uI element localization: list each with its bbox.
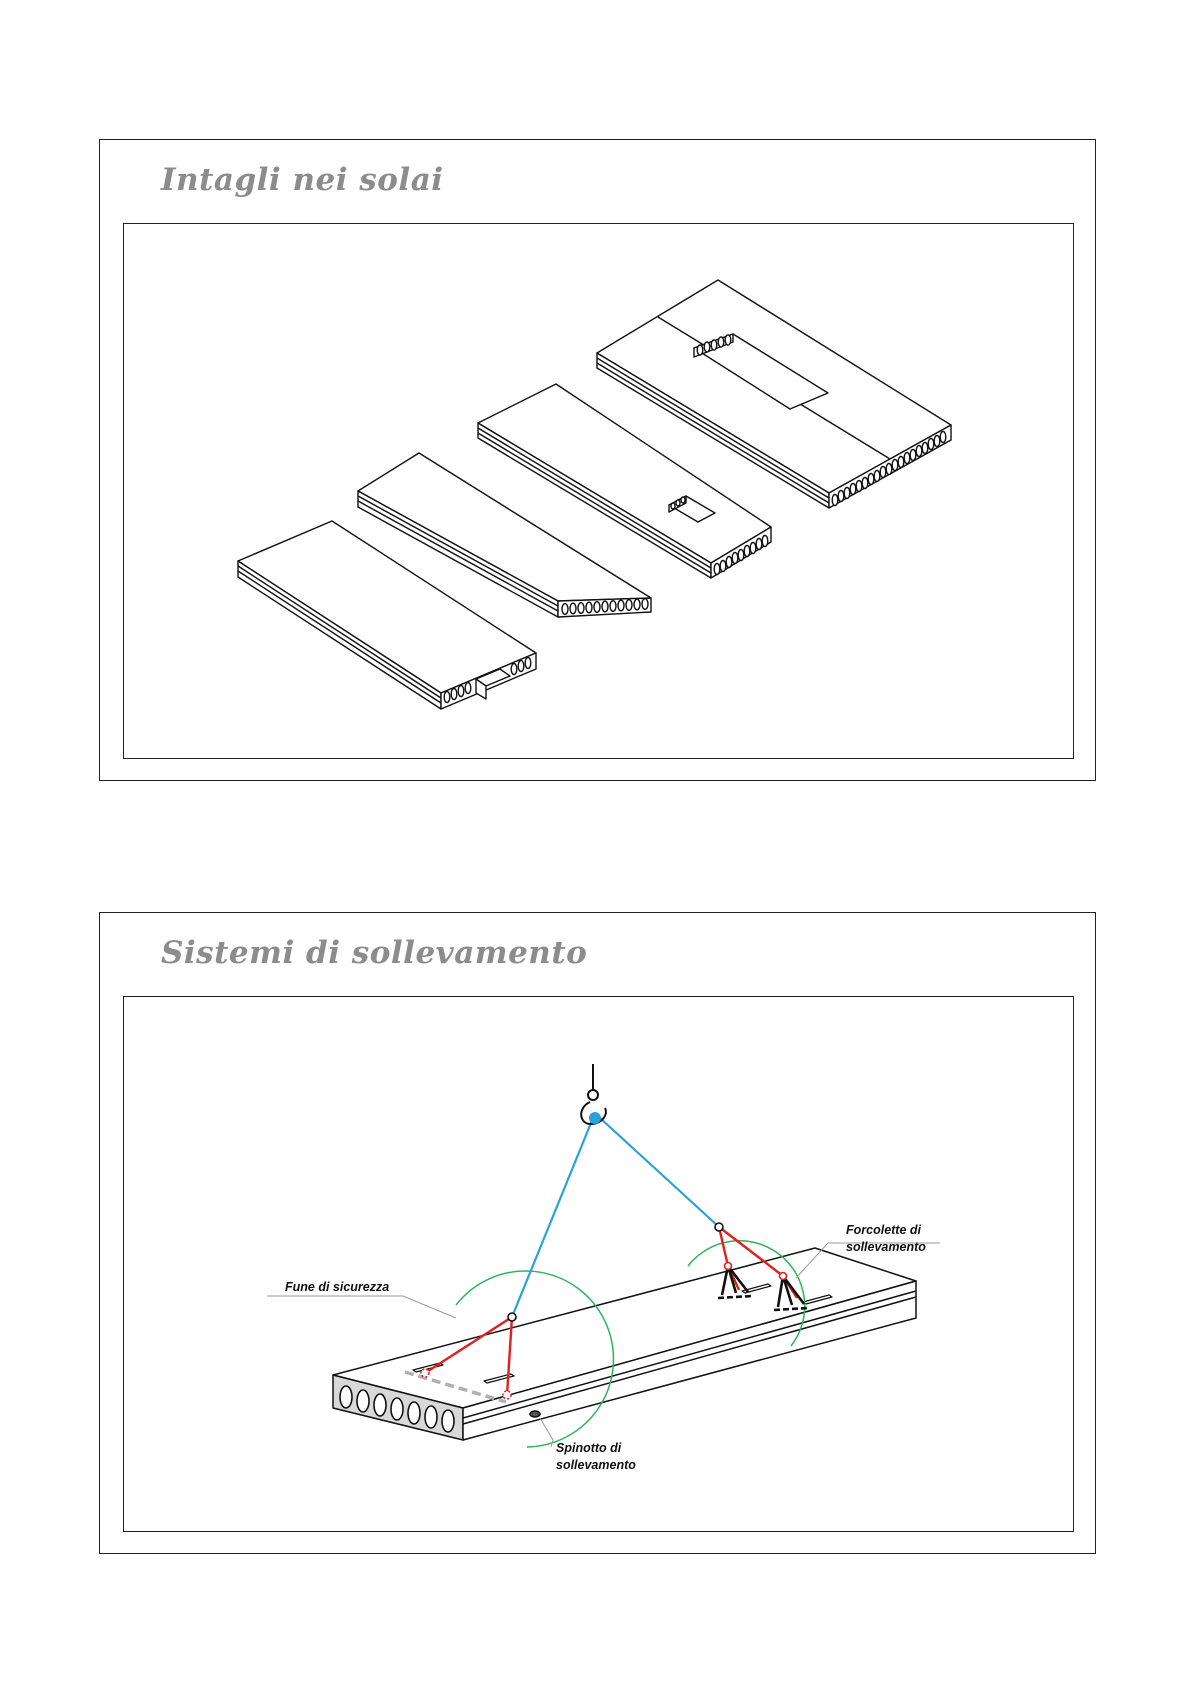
label-forcolette-2: sollevamento <box>846 1240 926 1254</box>
label-forcolette-1: Forcolette di <box>846 1223 922 1237</box>
label-fune: Fune di sicurezza <box>285 1280 390 1294</box>
crane-hook <box>581 1064 606 1124</box>
label-spinotto-1: Spinotto di <box>556 1441 622 1455</box>
lifted-slab <box>333 1248 916 1440</box>
panel-title: Sistemi di sollevamento <box>161 935 588 971</box>
label-spinotto-2: sollevamento <box>556 1458 636 1472</box>
panel-title: Intagli nei solai <box>161 162 444 198</box>
